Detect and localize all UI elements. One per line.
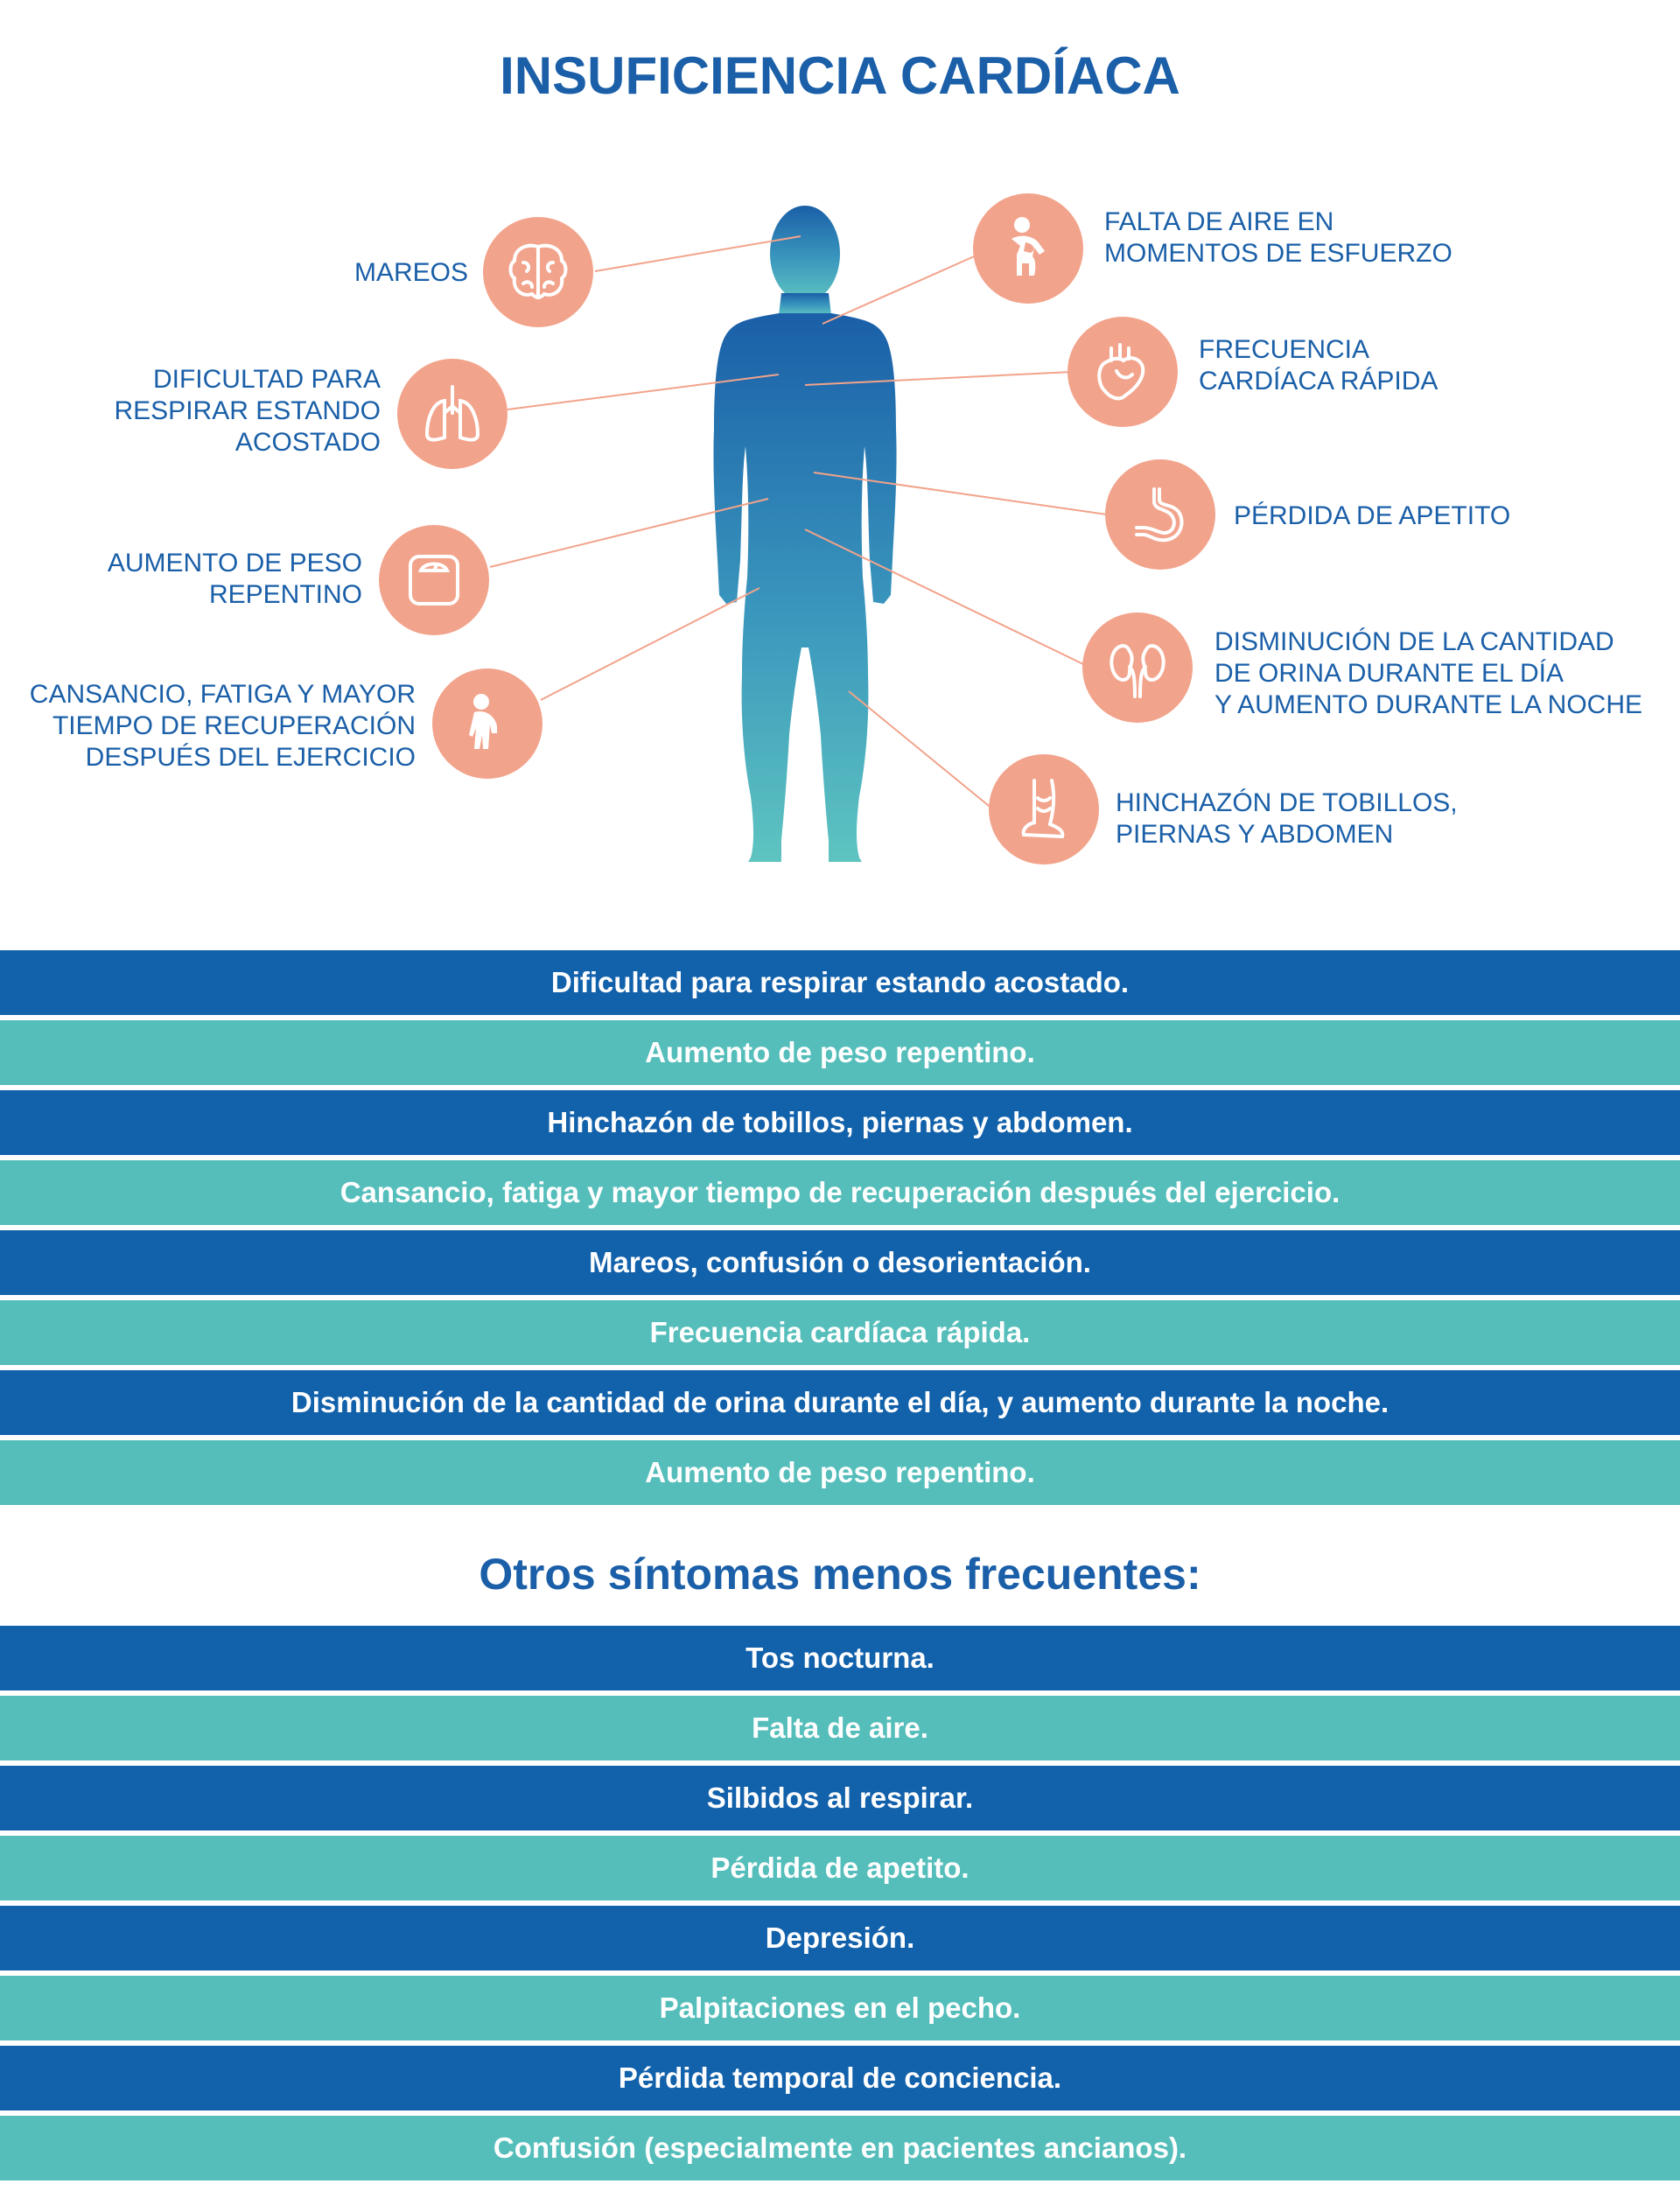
human-body-silhouette [713,206,896,862]
main-symptom-band-4: Cansancio, fatiga y mayor tiempo de recuperación después del ejercicio. [0,1160,1680,1225]
scale-icon [379,525,489,635]
main-symptom-band-6: Frecuencia cardíaca rápida. [0,1300,1680,1365]
breathless-person-icon [973,193,1083,304]
main-symptom-band-7: Disminución de la cantidad de orina durante el día, y aumento durante la noche. [0,1370,1680,1435]
page-title: INSUFICIENCIA CARDÍACA [500,46,1180,105]
label-disminucion-orina: DISMINUCIÓN DE LA CANTIDAD DE ORINA DURANTE EL DÍA Y AUMENTO DURANTE LA NOCHE [1214,627,1642,719]
label-aumento-peso: AUMENTO DE PESO REPENTINO [107,549,362,609]
brain-icon [483,217,593,327]
label-dificultad-respirar: DIFICULTAD PARA RESPIRAR ESTANDO ACOSTADO [114,365,381,457]
stomach-icon [1105,459,1215,570]
symptom-diagram [0,0,1680,928]
other-symptom-band-6: Palpitaciones en el pecho. [0,1976,1680,2040]
main-symptom-band-1: Dificultad para respirar estando acostado. [0,950,1680,1015]
other-symptom-band-8: Confusión (especialmente en pacientes ancianos). [0,2116,1680,2180]
label-hinchazon: HINCHAZÓN DE TOBILLOS, PIERNAS Y ABDOMEN [1116,788,1458,849]
other-symptom-band-4: Pérdida de apetito. [0,1836,1680,1900]
kidneys-icon [1082,612,1193,723]
tired-person-icon [432,668,542,779]
main-symptom-band-3: Hinchazón de tobillos, piernas y abdomen. [0,1090,1680,1155]
label-mareos: MAREOS [354,258,468,287]
other-symptoms-title: Otros síntomas menos frecuentes: [479,1550,1201,1599]
label-perdida-apetito: PÉRDIDA DE APETITO [1234,501,1511,530]
other-symptom-band-3: Silbidos al respirar. [0,1766,1680,1830]
label-cansancio: CANSANCIO, FATIGA Y MAYOR TIEMPO DE RECUPERACIÓN DESPUÉS DEL EJERCICIO [29,680,416,772]
heart-icon [1068,317,1178,427]
main-symptom-band-8: Aumento de peso repentino. [0,1440,1680,1505]
swollen-leg-icon [989,754,1099,864]
main-symptom-band-2: Aumento de peso repentino. [0,1020,1680,1085]
other-symptom-band-7: Pérdida temporal de conciencia. [0,2046,1680,2110]
other-symptom-band-1: Tos nocturna. [0,1626,1680,1690]
other-symptom-band-2: Falta de aire. [0,1696,1680,1760]
label-falta-aire: FALTA DE AIRE EN MOMENTOS DE ESFUERZO [1104,207,1452,268]
main-symptom-band-5: Mareos, confusión o desorientación. [0,1230,1680,1295]
label-frecuencia-cardiaca: FRECUENCIA CARDÍACA RÁPIDA [1199,335,1438,396]
other-symptom-band-5: Depresión. [0,1906,1680,1970]
lungs-icon [397,359,508,469]
